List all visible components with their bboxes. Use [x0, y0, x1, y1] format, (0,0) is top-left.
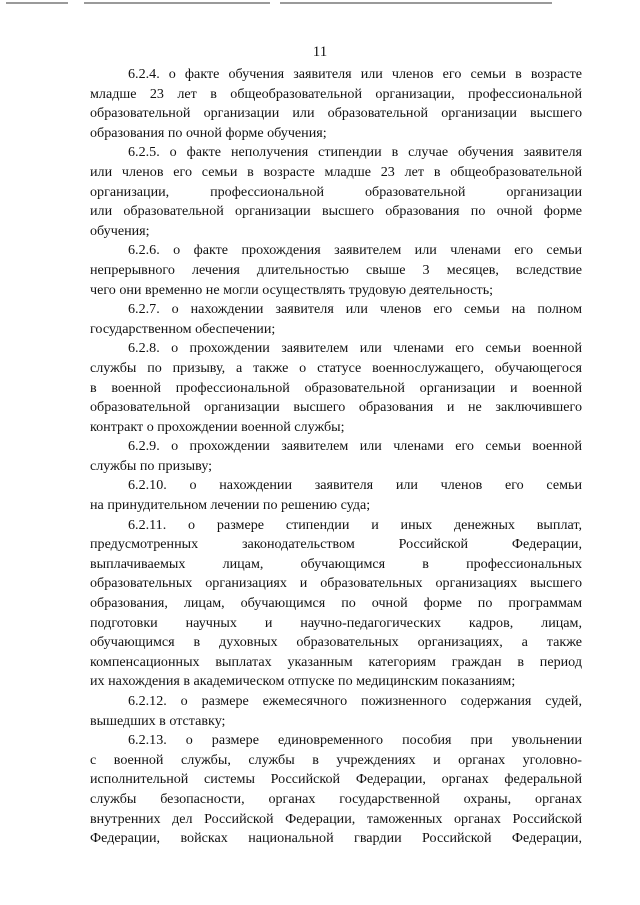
text-line: 6.2.11. о размере стипендии и иных денежных выплат, [128, 516, 582, 533]
text-line: 6.2.5. о факте неполучения стипендии в случае обучения заявителя [128, 144, 582, 161]
text-line: 6.2.13. о размере единовременного пособия при увольнении [128, 732, 582, 749]
text-line: с военной службы, службы в учреждениях и органах уголовно- [90, 751, 582, 768]
paragraph-6-2-11 [90, 516, 582, 692]
text-line: 6.2.4. о факте обучения заявителя или членов его семьи в возрасте [128, 66, 582, 82]
paragraph-6-2-5 [90, 143, 582, 241]
text-line: 6.2.10. о нахождении заявителя или членов его семьи [128, 477, 582, 494]
text-line: образования, лицам, обучающимся по очной форме по программам [90, 595, 582, 612]
text-line: в военной профессиональной образовательной организации и военной [90, 379, 582, 396]
text-line: 6.2.12. о размере ежемесячного пожизненного содержания судей, [128, 693, 582, 709]
text-line: непрерывного лечения длительностью свыше 3 месяцев, вследствие [90, 261, 582, 278]
text-line: образовательной организации или образовательной организации высшего [90, 105, 582, 122]
text-line: обучающимся в духовных образовательных организациях, а также [90, 634, 582, 651]
text-line: младше 23 лет в общеобразовательной организации, профессиональной [90, 85, 582, 102]
text-line: контракт о прохождении военной службы; [90, 418, 345, 435]
text-line: или членов его семьи в возрасте младше 23 лет в общеобразовательной [90, 163, 582, 180]
text-line: образовательной организации высшего образования и не заключившего [90, 399, 582, 416]
text-line: 6.2.8. о прохождении заявителем или членами его семьи военной [128, 340, 582, 357]
paragraph-6-2-10 [90, 476, 582, 515]
text-line: исполнительной системы Российской Федерации, органах федеральной [90, 771, 582, 788]
text-line: 6.2.9. о прохождении заявителем или членами его семьи военной [128, 438, 582, 455]
page-number: 11 [312, 44, 328, 60]
text-line: 6.2.6. о факте прохождения заявителем или членами его семьи [128, 242, 582, 259]
paragraph-6-2-13 [90, 731, 582, 849]
text-line: службы по призыву; [90, 457, 213, 474]
text-line: организации, профессиональной образовательной организации [90, 183, 582, 200]
text-line: обучения; [90, 222, 150, 239]
paragraph-6-2-7 [90, 300, 582, 339]
document-body [90, 65, 582, 849]
text-line: внутренних дел Российской Федерации, таможенных органах Российской [90, 810, 582, 827]
text-line: компенсационных выплатах указанным категориям граждан в период [90, 653, 582, 670]
paragraph-6-2-4 [90, 65, 582, 143]
text-line: на принудительном лечении по решению суда; [90, 497, 371, 514]
text-line: Федерации, войсках национальной гвардии Российской Федерации, [90, 830, 582, 847]
text-line: образовательных организациях и образовательных организациях высшего [90, 575, 582, 592]
text-line: государственном обеспечении; [90, 320, 276, 337]
text-line: предусмотренных законодательством Российской Федерации, [90, 536, 582, 553]
paragraph-6-2-12 [90, 692, 582, 731]
text-line: службы по призыву, а также о статусе военнослужащего, обучающегося [90, 359, 582, 376]
text-line: подготовки научных и научно-педагогических кадров, лицам, [90, 614, 582, 631]
scan-top-rule-right [280, 2, 552, 4]
text-line: службы безопасности, органах государственной охраны, органах [90, 790, 582, 807]
text-line: выплачиваемых лицам, обучающимся в профессиональных [90, 555, 582, 572]
paragraph-6-2-6 [90, 241, 582, 300]
text-line: чего они временно не могли осуществлять трудовую деятельность; [90, 281, 494, 298]
text-line: их нахождения в академическом отпуске по медицинским показаниям; [90, 673, 516, 690]
text-line: 6.2.7. о нахождении заявителя или членов его семьи на полном [128, 301, 582, 318]
text-line: образования по очной форме обучения; [90, 124, 327, 141]
scan-top-rule-left [6, 2, 68, 4]
scan-top-rule-middle [84, 2, 270, 4]
text-line: или образовательной организации высшего образования по очной форме [90, 203, 582, 220]
text-line: вышедших в отставку; [90, 712, 226, 729]
paragraph-6-2-9 [90, 437, 582, 476]
paragraph-6-2-8 [90, 339, 582, 437]
